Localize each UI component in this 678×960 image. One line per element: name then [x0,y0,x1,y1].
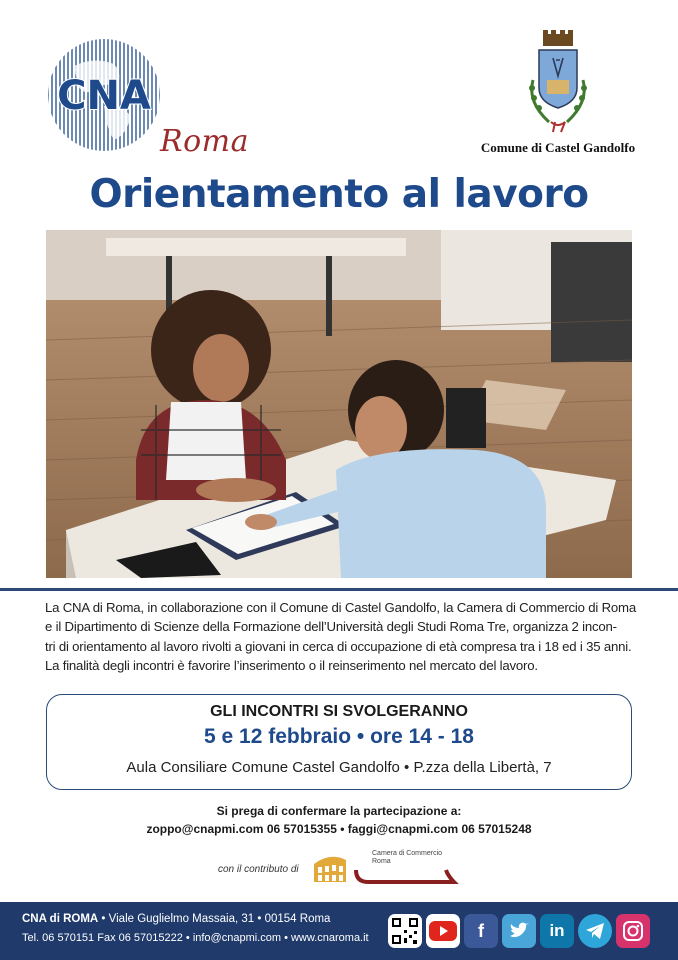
colosseum-icon [310,850,350,884]
confirm-contacts[interactable]: zoppo@cnapmi.com 06 57015355 • faggi@cnapmi.com 06 57015248 [146,822,532,836]
linkedin-icon[interactable]: in [540,914,574,948]
footer-address-text: • Viale Guglielmo Massaia, 31 • 00154 Roma [98,913,331,925]
footer-contacts[interactable]: Tel. 06 570151 Fax 06 57015222 • info@cnapmi.com • www.cnaroma.it [22,932,369,944]
event-heading: GLI INCONTRI SI SVOLGERANNO [210,703,468,720]
hero-photo [46,230,632,578]
event-box [46,694,632,790]
confirm-section [0,802,678,838]
divider [0,588,678,591]
footer [0,902,678,960]
svg-text:CNA: CNA [57,73,151,119]
instagram-icon[interactable] [616,914,650,948]
camera-commercio-text [372,850,442,866]
contrib-label: con il contributo di [218,864,299,875]
camera-line2: Roma [372,858,391,865]
footer-org: CNA di ROMA [22,913,99,925]
social-links [388,914,650,948]
intro-line: La finalità degli incontri è favorire l’inserimento o il reinserimento nel mercato del lavoro. [45,657,538,673]
intro-line: La CNA di Roma, in collaborazione con il Comune di Castel Gandolfo, la Camera di Commercio di Roma [45,600,636,615]
cna-logo [44,36,164,154]
telegram-icon[interactable] [578,914,612,948]
comune-logo [474,30,642,156]
youtube-icon[interactable] [426,914,460,948]
camera-line1: Camera di Commercio [372,850,443,857]
event-dates: 5 e 12 febbraio • ore 14 - 18 [204,725,474,748]
page-title: Orientamento al lavoro [89,172,589,217]
intro-text [45,598,637,675]
twitter-icon[interactable] [502,914,536,948]
comune-crest-icon [523,30,593,134]
confirm-label: Si prega di confermare la partecipazione a: [216,804,462,818]
intro-line: tri di orientamento al lavoro rivolti a giovani in cerca di occupazione di età compresa tra i 18 ed i 35 anni. [45,638,632,654]
comune-name: Comune di Castel Gandolfo [480,140,636,155]
cna-roma-label: Roma [160,124,249,159]
qr-code-icon[interactable] [388,914,422,948]
intro-line: e il Dipartimento di Scienze della Formazione dell’Università degli Studi Roma Tre, organizza 2 incon- [45,619,617,635]
header [0,0,678,170]
event-place: Aula Consiliare Comune Castel Gandolfo • P.zza della Libertà, 7 [126,759,552,776]
facebook-icon[interactable]: f [464,914,498,948]
contributors [0,846,678,886]
footer-address [22,913,330,925]
